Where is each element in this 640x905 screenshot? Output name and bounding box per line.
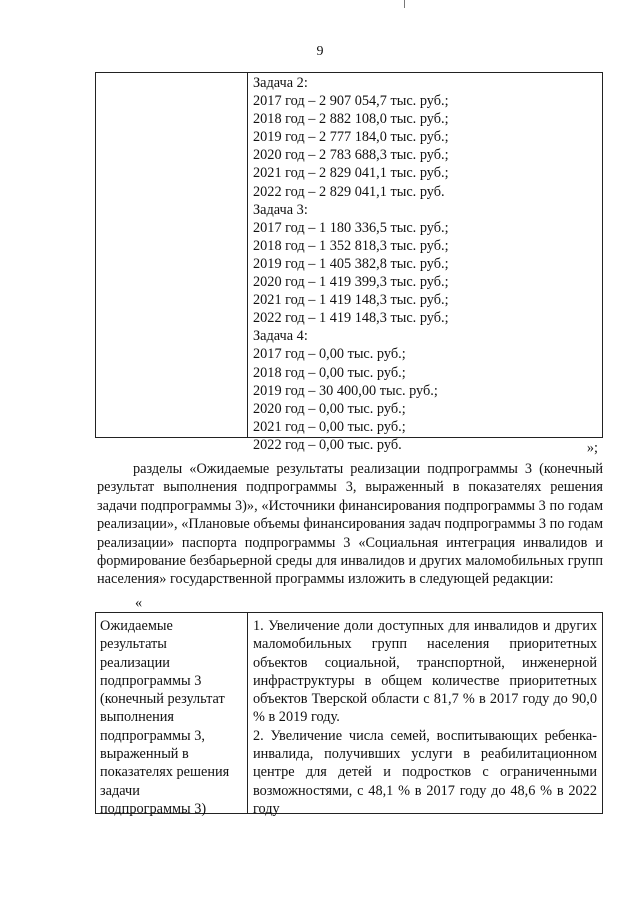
closing-quote: »; [586, 440, 598, 456]
result-item-1: 1. Увеличение доли доступных для инвалидов и других маломобильных групп населения приоритетных объектов социальной, транспортной, инженерной инфраструктуры в общем количестве приоритетных объектов Тверской области с 81,7 % в 2017 году до 90,0 % в 2019 году. [253, 618, 597, 726]
task-heading: Задача 3: [253, 201, 308, 218]
budget-line: 2022 год – 0,00 тыс. руб. [253, 436, 402, 453]
budget-line: 2020 год – 1 419 399,3 тыс. руб.; [253, 274, 449, 291]
results-content [253, 617, 597, 818]
results-label-line: выраженный в [100, 746, 189, 763]
results-label-line: подпрограммы 3) [100, 800, 207, 817]
task-heading: Задача 4: [253, 328, 308, 345]
budget-line: 2018 год – 1 352 818,3 тыс. руб.; [253, 237, 449, 254]
task-heading: Задача 2: [253, 75, 308, 91]
results-label-line: выполнения [100, 709, 174, 726]
results-label-line: (конечный результат [100, 691, 225, 708]
results-label-line: подпрограммы 3 [100, 672, 202, 689]
page-number: 9 [316, 44, 324, 59]
result-item-2: 2. Увеличение числа семей, воспитывающих ребенка-инвалида, получивших услуги в реабилитационном центре для детей и подростков с ограниченными возможностями, с 48,1 % в 2017 году до 48,6 % в 2022 году [253, 727, 597, 817]
results-label-line: реализации [100, 654, 170, 671]
intro-text: разделы «Ожидаемые результаты реализации подпрограммы 3 (конечный результат выполнения подпрограммы 3, выраженный в показателях решения задачи подпрограммы 3)», «Источники финансирования подпрограммы 3 по годам реализации», «Плановые объемы финансирования задач подпрограммы 3 по годам реализации» паспорта подпрограммы 3 «Социальная интеграция инвалидов и формирование безбарьерной среды для инвалидов и других маломобильных групп населения» государственной программы изложить в следующей редакции: [97, 461, 603, 588]
budget-line: 2019 год – 30 400,00 тыс. руб.; [253, 382, 438, 399]
budget-line: 2021 год – 1 419 148,3 тыс. руб.; [253, 292, 449, 309]
opening-quote: « [135, 595, 143, 611]
table-column-divider [247, 613, 248, 813]
results-label-line: подпрограммы 3, [100, 727, 205, 744]
budget-line: 2018 год – 2 882 108,0 тыс. руб.; [253, 111, 449, 128]
intro-paragraph [97, 460, 603, 589]
budget-line: 2022 год – 1 419 148,3 тыс. руб.; [253, 310, 449, 327]
budget-line: 2017 год – 1 180 336,5 тыс. руб.; [253, 219, 449, 236]
budget-line: 2017 год – 2 907 054,7 тыс. руб.; [253, 93, 449, 110]
budget-line: 2021 год – 0,00 тыс. руб.; [253, 418, 406, 435]
budget-line: 2019 год – 1 405 382,8 тыс. руб.; [253, 255, 449, 272]
budget-lines [253, 74, 449, 454]
budget-line: 2017 год – 0,00 тыс. руб.; [253, 346, 406, 363]
budget-line: 2022 год – 2 829 041,1 тыс. руб. [253, 183, 445, 200]
scan-mark [404, 0, 405, 8]
results-label [100, 617, 240, 818]
results-label-line: показателях решения [100, 764, 230, 781]
results-label-line: Ожидаемые [100, 618, 173, 634]
table-column-divider [247, 73, 248, 437]
results-label-line: задачи [100, 782, 140, 799]
results-table [95, 612, 603, 817]
budget-line: 2019 год – 2 777 184,0 тыс. руб.; [253, 129, 449, 146]
results-label-line: результаты [100, 636, 167, 653]
budget-line: 2021 год – 2 829 041,1 тыс. руб.; [253, 165, 449, 182]
budget-line: 2018 год – 0,00 тыс. руб.; [253, 364, 406, 381]
budget-line: 2020 год – 2 783 688,3 тыс. руб.; [253, 147, 449, 164]
budget-line: 2020 год – 0,00 тыс. руб.; [253, 400, 406, 417]
budget-table [95, 72, 603, 453]
